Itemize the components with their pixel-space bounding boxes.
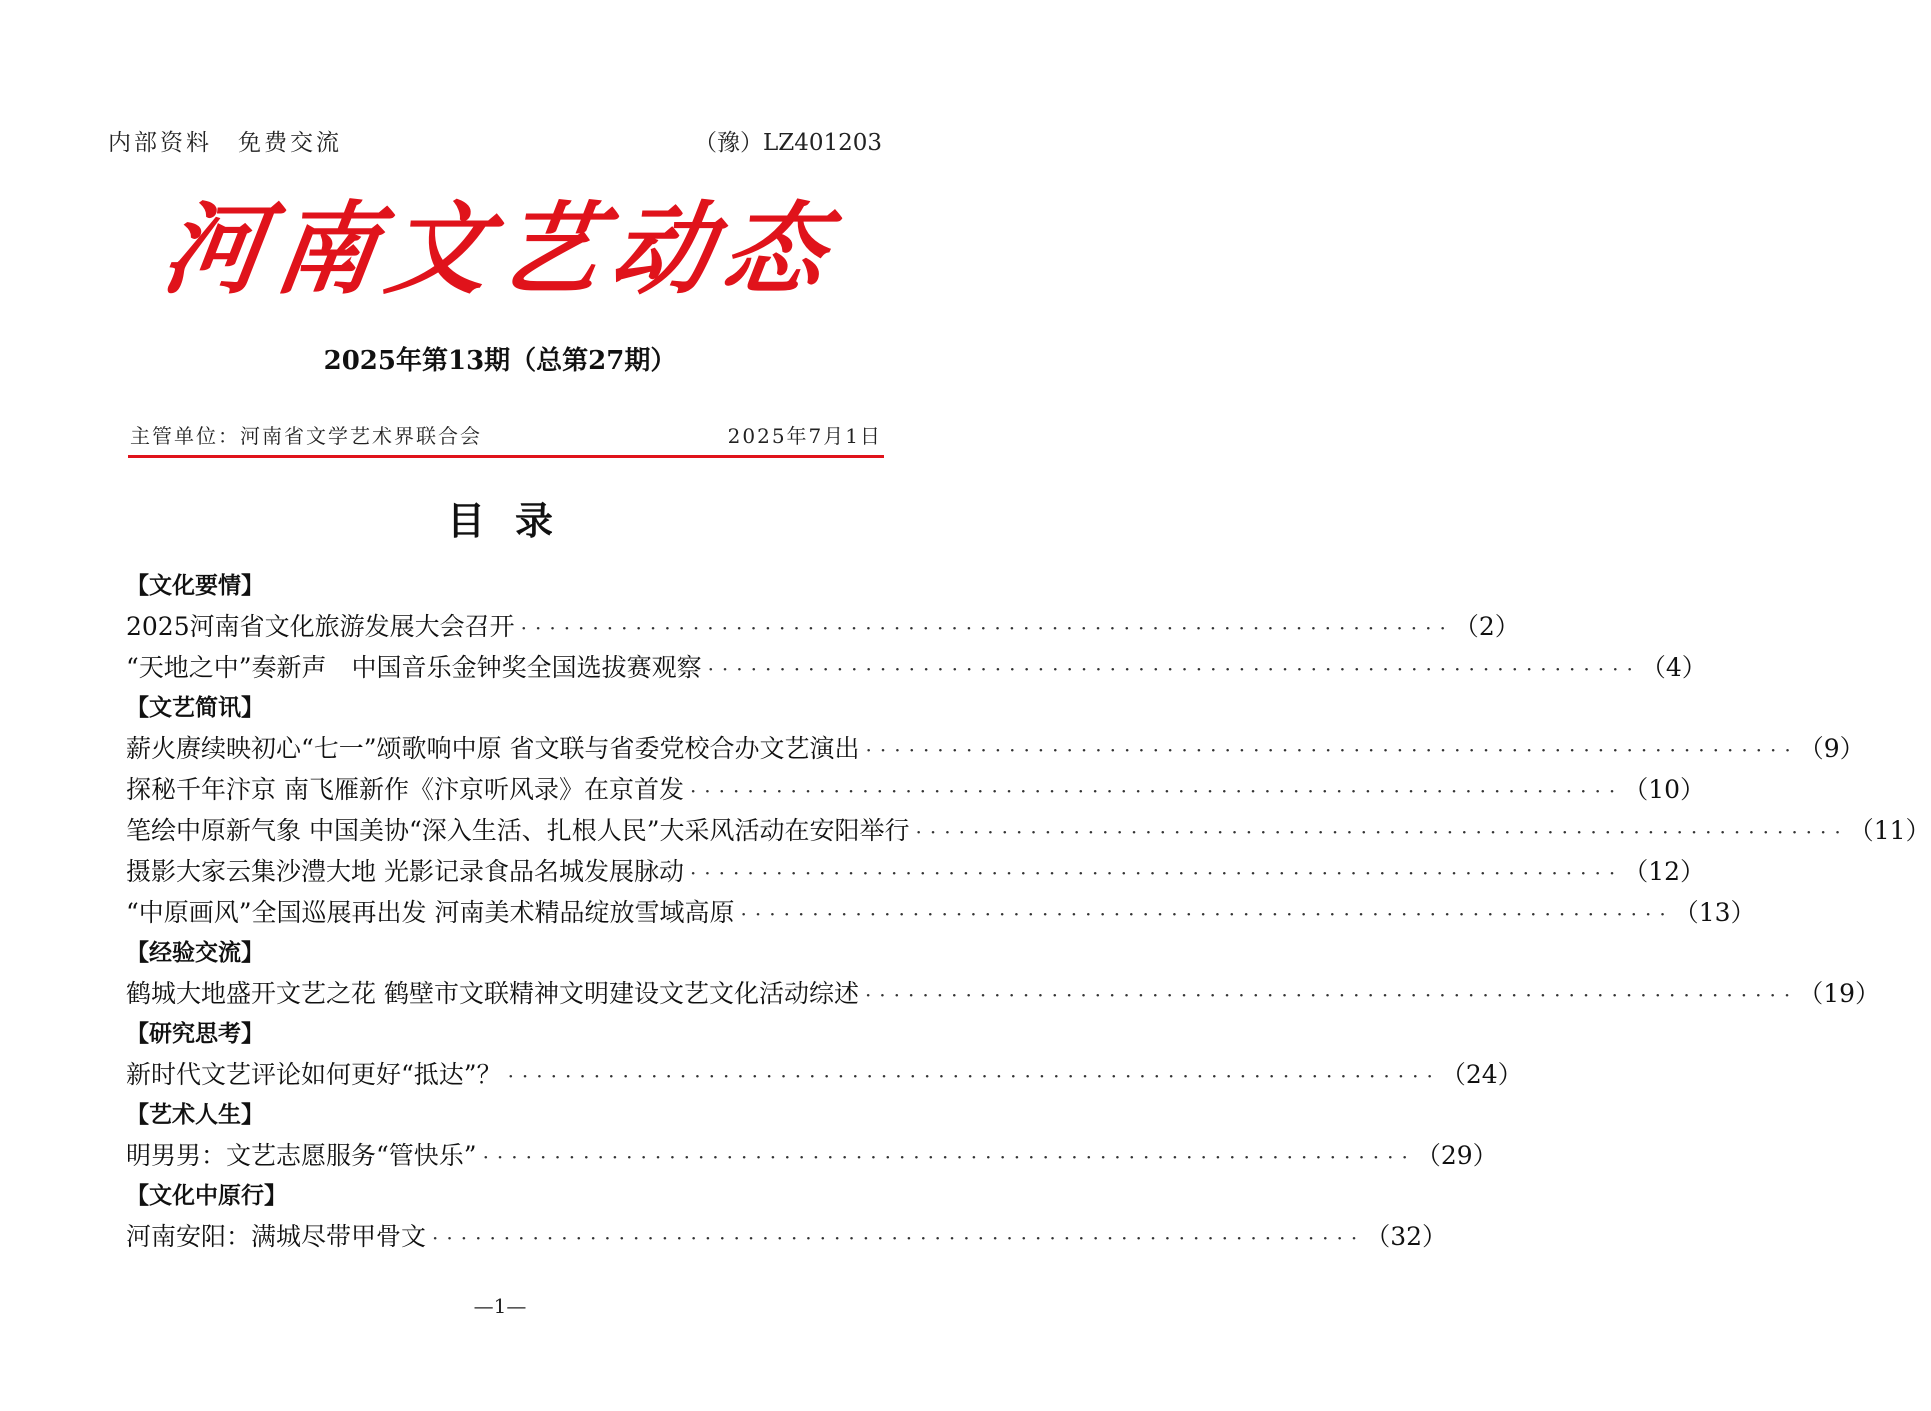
toc-entry-page: （12） — [1623, 857, 1705, 886]
toc-leader-dots — [684, 771, 1623, 812]
toc-entry-title: 薪火赓续映初心“七一”颂歌响中原 省文联与省委党校合办文艺演出 — [126, 734, 860, 763]
toc-leader-dots — [860, 730, 1799, 771]
toc-entry[interactable] — [126, 973, 1880, 1014]
toc-section-heading: 【文化要情】 — [126, 573, 264, 599]
toc-leader-dots — [859, 975, 1798, 1016]
toc-section-heading: 【文化中原行】 — [126, 1183, 287, 1209]
table-of-contents — [126, 566, 1931, 1257]
toc-entry-title: 新时代文艺评论如何更好“抵达”？ — [126, 1060, 502, 1089]
toc-entry-page: （29） — [1415, 1141, 1498, 1170]
toc-entry-page: （19） — [1798, 979, 1880, 1008]
toc-leader-dots — [910, 812, 1849, 853]
toc-entry-title: 笔绘中原新气象 中国美协“深入生活、扎根人民”大采风活动在安阳举行 — [126, 816, 910, 845]
toc-leader-dots — [426, 1218, 1365, 1259]
toc-entry-title: “中原画风”全国巡展再出发 河南美术精品绽放雪域高原 — [126, 898, 735, 927]
toc-entry[interactable] — [126, 728, 1865, 769]
toc-entry-title: 探秘千年汴京 南飞雁新作《汴京听风录》在京首发 — [126, 775, 684, 804]
toc-entry-title: 摄影大家云集沙澧大地 光影记录食品名城发展脉动 — [126, 857, 684, 886]
toc-section-heading: 【研究思考】 — [126, 1021, 264, 1047]
toc-entry[interactable] — [126, 606, 1520, 647]
toc-leader-dots — [684, 853, 1623, 894]
masthead-title: 河南文艺动态 — [155, 191, 845, 308]
toc-entry-title: “天地之中”奏新声 中国音乐金钟奖全国选拔赛观察 — [126, 653, 702, 682]
page-number: —1— — [473, 1294, 527, 1318]
toc-entry[interactable] — [126, 892, 1756, 933]
toc-entry[interactable] — [126, 810, 1931, 851]
toc-leader-dots — [502, 1056, 1441, 1097]
toc-entry-title: 明男男：文艺志愿服务“管快乐” — [126, 1141, 477, 1170]
publication-code: （豫）LZ401203 — [693, 130, 882, 156]
toc-entry-title: 河南安阳：满城尽带甲骨文 — [126, 1222, 427, 1251]
toc-entry-page: （10） — [1623, 775, 1705, 804]
toc-entry-title: 2025河南省文化旅游发展大会召开 — [126, 612, 515, 641]
toc-entry[interactable] — [126, 851, 1705, 892]
toc-section-heading: 【文艺简讯】 — [126, 695, 264, 721]
issue-number: 2025年第13期（总第27期） — [323, 346, 677, 376]
toc-section-heading: 【艺术人生】 — [126, 1102, 264, 1128]
toc-leader-dots — [515, 608, 1454, 649]
toc-entry-page: （11） — [1848, 816, 1931, 845]
toc-entry[interactable] — [126, 647, 1707, 688]
toc-entry-page: （2） — [1453, 612, 1520, 641]
toc-leader-dots — [735, 894, 1674, 935]
header-divider — [128, 455, 884, 458]
toc-entry-title: 鹤城大地盛开文艺之花 鹤壁市文联精神文明建设文艺文化活动综述 — [126, 979, 859, 1008]
toc-entry[interactable] — [126, 1054, 1523, 1095]
internal-material-label: 内部资料 免费交流 — [108, 130, 342, 156]
toc-entry[interactable] — [126, 769, 1705, 810]
toc-entry-page: （32） — [1365, 1222, 1448, 1251]
toc-entry-page: （13） — [1673, 898, 1756, 927]
publisher-line: 主管单位：河南省文学艺术界联合会 — [130, 424, 482, 448]
toc-entry[interactable] — [126, 1135, 1498, 1176]
toc-leader-dots — [702, 649, 1641, 690]
toc-title: 目录 — [446, 499, 583, 543]
toc-leader-dots — [477, 1137, 1416, 1178]
toc-entry-page: （4） — [1640, 653, 1707, 682]
toc-entry-page: （24） — [1440, 1060, 1523, 1089]
toc-entry[interactable] — [126, 1216, 1448, 1257]
toc-section-heading: 【经验交流】 — [126, 940, 264, 966]
publication-date: 2025年7月1日 — [727, 424, 882, 448]
toc-entry-page: （9） — [1798, 734, 1865, 763]
